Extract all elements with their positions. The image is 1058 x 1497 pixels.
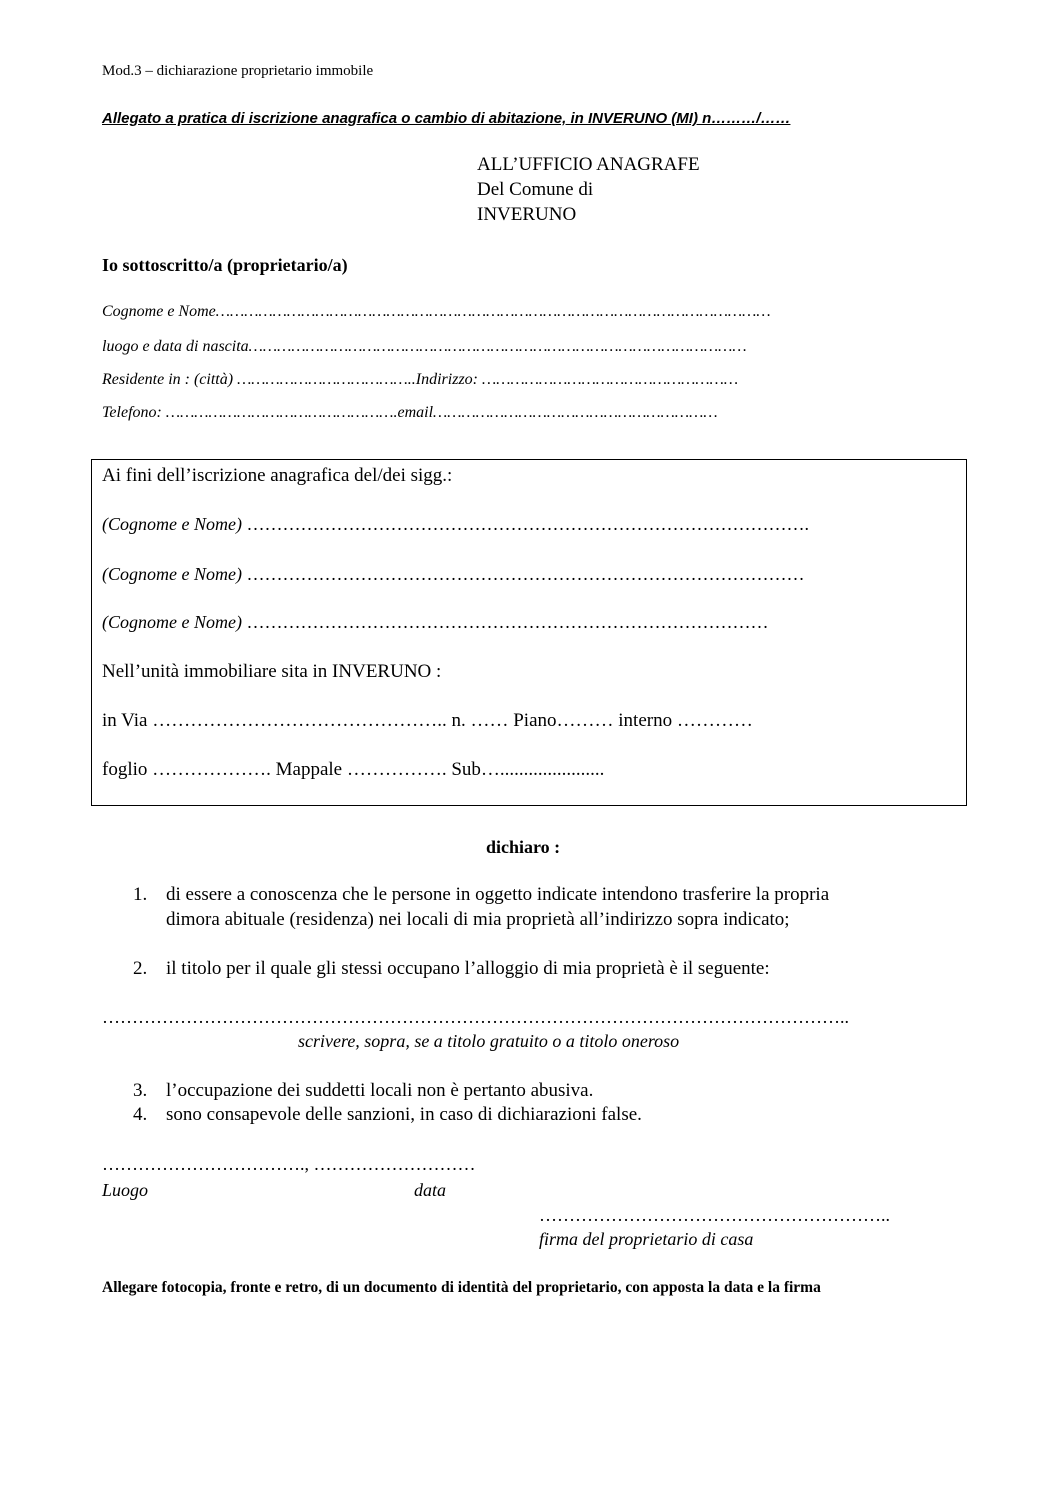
person-1-label: (Cognome e Nome): [102, 514, 242, 534]
box-intro: Ai fini dell’iscrizione anagrafica del/dei sigg.:: [102, 465, 453, 486]
list-item-text-continued: dimora abituale (residenza) nei locali di mia proprietà all’indirizzo sopra indicato;: [166, 909, 790, 930]
declare-heading: dichiaro :: [486, 837, 561, 857]
list-item-text: l’occupazione dei suddetti locali non è pertanto abusiva.: [166, 1080, 594, 1101]
person-3-field[interactable]: [102, 612, 768, 633]
owner-contact-field[interactable]: Telefono: ………………………………………….email……………………………………………………: [102, 404, 718, 421]
person-3-dots: ……………………………………………………………………………: [246, 612, 769, 632]
attachment-title: Allegato a pratica di iscrizione anagrafica o cambio di abitazione, in INVERUNO (MI) n………/……: [102, 110, 791, 127]
date-label: data: [414, 1180, 447, 1200]
place-label: Luogo: [102, 1180, 149, 1200]
owner-residence-field[interactable]: Residente in : (città) ………………………………..Indirizzo: ………………………………………………: [102, 371, 739, 388]
recipient-line-1: ALL’UFFICIO ANAGRAFE: [477, 154, 700, 175]
list-item-number: 4.: [133, 1104, 148, 1125]
list-item-text: il titolo per il quale gli stessi occupano l’alloggio di mia proprietà è il seguente:: [166, 958, 770, 979]
signature-label: firma del proprietario di casa: [539, 1229, 754, 1249]
unit-location: Nell’unità immobiliare sita in INVERUNO :: [102, 661, 442, 682]
signature-field[interactable]: …………………………………………………..: [539, 1205, 890, 1225]
list-item-number: 2.: [133, 958, 148, 979]
cadastre-field[interactable]: foglio ………………. Mappale ……………. Sub…......................: [102, 759, 605, 780]
title-field[interactable]: ……………………………………………………………………………………………………………..: [102, 1007, 849, 1027]
address-field[interactable]: in Via ……………………………………….. n. …… Piano……… interno …………: [102, 710, 753, 731]
model-label: Mod.3 – dichiarazione proprietario immobile: [102, 63, 374, 79]
list-item-text: sono consapevole delle sanzioni, in caso di dichiarazioni false.: [166, 1104, 642, 1125]
person-2-field[interactable]: [102, 564, 804, 585]
attachment-note: Allegare fotocopia, fronte e retro, di un documento di identità del proprietario, con apposta la data e la firma: [102, 1279, 821, 1296]
place-date-field[interactable]: ……………………………., ………………………: [102, 1154, 476, 1174]
recipient-line-2: Del Comune di: [477, 179, 594, 200]
owner-name-field[interactable]: Cognome e Nome………………………………………………………………………………………………………: [102, 303, 771, 320]
person-1-dots: ………………………………………………………………………………….: [246, 514, 809, 534]
title-hint: scrivere, sopra, se a titolo gratuito o a titolo oneroso: [298, 1031, 680, 1051]
list-item-number: 1.: [133, 884, 148, 905]
recipient-line-3: INVERUNO: [477, 204, 577, 225]
owner-birth-field[interactable]: luogo e data di nascita……………………………………………………………………………………………: [102, 338, 747, 355]
person-2-dots: …………………………………………………………………………………: [246, 564, 805, 584]
person-1-field[interactable]: [102, 514, 809, 535]
undersigned-heading: Io sottoscritto/a (proprietario/a): [102, 255, 348, 275]
list-item-number: 3.: [133, 1080, 148, 1101]
person-2-label: (Cognome e Nome): [102, 564, 242, 584]
person-3-label: (Cognome e Nome): [102, 612, 242, 632]
list-item-text: di essere a conoscenza che le persone in oggetto indicate intendono trasferire la propria: [166, 884, 830, 905]
